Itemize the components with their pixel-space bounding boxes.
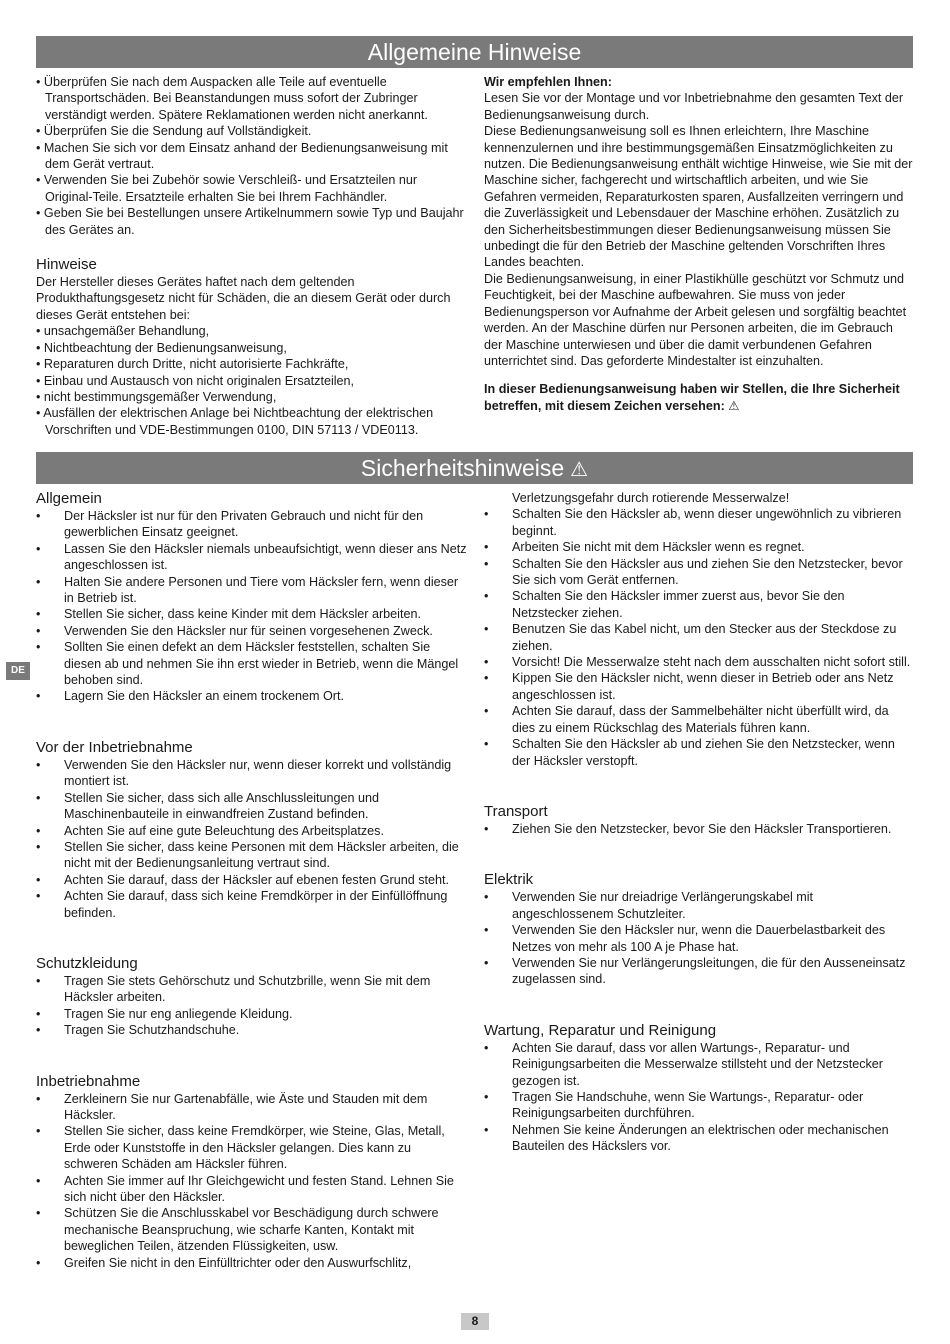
general-bullet: • Verwenden Sie bei Zubehör sowie Verschleiß- und Ersatzteilen nur Original-Teile. Ersatzteile erhalten Sie bei Ihrem Fachhändler. (36, 173, 418, 204)
vor-inbetriebnahme-list (36, 757, 468, 921)
hinweise-bullet: • Ausfällen der elektrischen Anlage bei Nichtbeachtung der elektrischen Vorschriften und VDE-Bestimmungen 0100, DIN 57113 / VDE0113. (36, 406, 434, 437)
safety-notice (484, 381, 914, 414)
list-item: • Verwenden Sie nur Verlängerungsleitungen, die für den Ausseneinsatz zugelassen sind. (484, 955, 914, 988)
wartung-heading: Wartung, Reparatur und Reinigung (484, 1021, 717, 1039)
general-right-column (484, 74, 914, 414)
schutzkleidung-heading: Schutzkleidung (36, 954, 138, 972)
list-item: • Nehmen Sie keine Änderungen an elektrischen oder mechanischen Bauteilen des Häckslers vor. (484, 1122, 914, 1155)
list-item: • Stellen Sie sicher, dass sich alle Anschlussleitungen und Maschinenbauteile in einwandfreien Zustand befinden. (36, 790, 468, 823)
list-item: • Halten Sie andere Personen und Tiere vom Häcksler fern, wenn dieser in Betrieb ist. (36, 574, 468, 607)
list-item: • Schalten Sie den Häcksler ab und ziehen Sie den Netzstecker, wenn der Häcksler verstopft. (484, 736, 914, 769)
general-bullet: • Überprüfen Sie die Sendung auf Vollständigkeit. (36, 124, 312, 139)
recommend-heading: Wir empfehlen Ihnen: (484, 75, 612, 89)
safety-title: Sicherheitshinweise (360, 455, 565, 481)
elektrik-list (484, 889, 914, 987)
list-item: • Sollten Sie einen defekt an dem Häcksler feststellen, schalten Sie diesen ab und nehmen Sie ihn erst wieder in Betrieb, wenn die Mängel behoben sind. (36, 639, 468, 688)
safety-notice-text: In dieser Bedienungsanweisung haben wir Stellen, die Ihre Sicherheit betreffen, mit diesem Zeichen versehen: (484, 382, 900, 413)
list-item: • Arbeiten Sie nicht mit dem Häcksler wenn es regnet. (484, 539, 914, 555)
list-item: • Verwenden Sie den Häcksler nur, wenn die Dauerbelastbarkeit des Netzes von mehr als 100 A je Phase hat. (484, 922, 914, 955)
hinweise-bullet: • unsachgemäßer Behandlung, (36, 324, 210, 339)
transport-heading: Transport (484, 802, 548, 820)
list-item: • Achten Sie auf eine gute Beleuchtung des Arbeitsplatzes. (36, 823, 468, 839)
list-item: • Zerkleinern Sie nur Gartenabfälle, wie Äste und Stauden mit dem Häcksler. (36, 1091, 468, 1124)
list-item: • Verwenden Sie nur dreiadrige Verlängerungskabel mit angeschlossenem Schutzleiter. (484, 889, 914, 922)
general-bullets (36, 74, 468, 238)
list-item: • Stellen Sie sicher, dass keine Personen mit dem Häcksler arbeiten, die nicht mit der Bedienungsanleitung vertraut sind. (36, 839, 468, 872)
hinweise-bullet: • Nichtbeachtung der Bedienungsanweisung, (36, 340, 287, 355)
list-item: • Tragen Sie stets Gehörschutz und Schutzbrille, wenn Sie mit dem Häcksler arbeiten. (36, 973, 468, 1006)
allgemein-heading: Allgemein (36, 490, 102, 507)
warning-triangle-icon: ⚠ (728, 398, 740, 413)
list-item: • Benutzen Sie das Kabel nicht, um den Stecker aus der Steckdose zu ziehen. (484, 621, 914, 654)
list-item: • Lassen Sie den Häcksler niemals unbeaufsichtigt, wenn dieser ans Netz angeschlossen ist. (36, 541, 468, 574)
safety-left-column (36, 490, 468, 1271)
list-item: • Ziehen Sie den Netzstecker, bevor Sie den Häcksler Transportieren. (484, 821, 914, 837)
language-tab: DE (6, 662, 30, 680)
transport-list (484, 821, 914, 837)
recommend-paragraph: Lesen Sie vor der Montage und vor Inbetriebnahme den gesamten Text der Bedienungsanweisung durch. (484, 91, 904, 122)
continuation-text: Verletzungsgefahr durch rotierende Messerwalze! (512, 491, 790, 505)
continuation-list (484, 506, 914, 769)
allgemein-list (36, 508, 468, 705)
list-item: • Achten Sie darauf, dass vor allen Wartungs-, Reparatur- und Reinigungsarbeiten die Messerwalze stillsteht und der Netzstecker gezogen ist. (484, 1040, 914, 1089)
schutzkleidung-list (36, 973, 468, 1039)
list-item: • Stellen Sie sicher, dass keine Fremdkörper, wie Steine, Glas, Metall, Erde oder Kunststoffe in den Häcksler gelangen. Dies kann zu schweren Schäden am Häcksler führen. (36, 1123, 468, 1172)
general-bullet: • Geben Sie bei Bestellungen unsere Artikelnummern sowie Typ und Baujahr des Gerätes an. (36, 206, 464, 237)
list-item: • Verwenden Sie den Häcksler nur, wenn dieser korrekt und vollständig montiert ist. (36, 757, 468, 790)
hinweise-bullet: • Einbau und Austausch von nicht originalen Ersatzteilen, (36, 373, 355, 388)
recommend-paragraph: Diese Bedienungsanweisung soll es Ihnen erleichtern, Ihre Maschine kennenzulernen und ihre bestimmungsgemäßen Einsatzmöglichkeiten zu nutzen. Die Bedienungsanweisung enthält wichtige Hinweise, wie Sie mit der Maschine sicher, fachgerecht und wirtschaftlich arbeiten, und wie Sie Gefahren vermeiden, Reparaturkosten sparen, Ausfallzeiten verringern und die Zuverlässigkeit und Lebensdauer der Maschine erhöhen. Zusätzlich zu den Sicherheitsbestimmungen dieser Bedienungsanweisung müssen Sie unbedingt die für den Betrieb der Maschine geltenden Vorschriften Ihres Landes beachten. (484, 124, 913, 270)
list-item: • Schützen Sie die Anschlusskabel vor Beschädigung durch schwere mechanische Beanspruchung, wie scharfe Kanten, Kontakt mit beweglichen Teilen, ätzenden Flüssigkeiten, usw. (36, 1205, 468, 1254)
list-item: • Schalten Sie den Häcksler aus und ziehen Sie den Netzstecker, bevor Sie sich vom Gerät entfernen. (484, 556, 914, 589)
list-item: • Schalten Sie den Häcksler immer zuerst aus, bevor Sie den Netzstecker ziehen. (484, 588, 914, 621)
list-item: • Verwenden Sie den Häcksler nur für seinen vorgesehenen Zweck. (36, 623, 468, 639)
list-item: • Tragen Sie nur eng anliegende Kleidung. (36, 1006, 468, 1022)
list-item: • Vorsicht! Die Messerwalze steht nach dem ausschalten nicht sofort still. (484, 654, 914, 670)
list-item: • Der Häcksler ist nur für den Privaten Gebrauch und nicht für den gewerblichen Einsatz geeignet. (36, 508, 468, 541)
safety-banner (36, 452, 913, 484)
general-left-column (36, 74, 468, 438)
hinweise-heading: Hinweise (36, 256, 97, 274)
general-bullet: • Überprüfen Sie nach dem Auspacken alle Teile auf eventuelle Transportschäden. Bei Beanstandungen muss sofort der Zubringer verständigt werden. Spätere Reklamationen werden nicht anerkannt. (36, 75, 428, 122)
page-number: 8 (461, 1313, 489, 1330)
list-item: • Greifen Sie nicht in den Einfülltrichter oder den Auswurfschlitz, (36, 1255, 468, 1271)
general-banner (36, 36, 913, 68)
wartung-list (484, 1040, 914, 1155)
general-bullet: • Machen Sie sich vor dem Einsatz anhand der Bedienungsanweisung mit dem Gerät vertraut. (36, 140, 448, 172)
list-item: • Kippen Sie den Häcksler nicht, wenn dieser in Betrieb oder ans Netz angeschlossen ist. (484, 670, 914, 703)
list-item: • Lagern Sie den Häcksler an einem trockenem Ort. (36, 688, 468, 704)
list-item: • Achten Sie darauf, dass der Häcksler auf ebenen festen Grund steht. (36, 872, 468, 888)
list-item: • Achten Sie immer auf Ihr Gleichgewicht und festen Stand. Lehnen Sie sich nicht über den Häcksler. (36, 1173, 468, 1206)
vor-inbetriebnahme-heading: Vor der Inbetriebnahme (36, 738, 193, 756)
elektrik-heading: Elektrik (484, 871, 534, 889)
hinweise-bullet: • nicht bestimmungsgemäßer Verwendung, (36, 389, 277, 404)
safety-right-column (484, 490, 914, 1155)
hinweise-text: Der Hersteller dieses Gerätes haftet nach dem geltenden Produkthaftungsgesetz nicht für Schäden, die an diesem Gerät oder durch dieses Gerät entstehen bei: (36, 275, 451, 322)
list-item: • Schalten Sie den Häcksler ab, wenn dieser ungewöhnlich zu vibrieren beginnt. (484, 506, 914, 539)
list-item: • Tragen Sie Schutzhandschuhe. (36, 1022, 468, 1038)
recommend-paragraph: Die Bedienungsanweisung, in einer Plastikhülle geschützt vor Schmutz und Feuchtigkeit, bei der Maschine aufbewahren. Sie muss von jeder Bedienungsperson vor Aufnahme der Arbeit gelesen und sorgfältig beachtet werden. An der Maschine dürfen nur Personen arbeiten, die im Gebrauch der Maschine unterwiesen und über die damit verbundenen Gefahren unterrichtet sind. Das geforderte Mindestalter ist einzuhalten. (484, 271, 907, 368)
warning-triangle-icon: ⚠ (570, 459, 589, 481)
list-item: • Stellen Sie sicher, dass keine Kinder mit dem Häcksler arbeiten. (36, 606, 468, 622)
inbetriebnahme-list (36, 1091, 468, 1271)
general-title: Allgemeine Hinweise (367, 39, 582, 65)
hinweise-bullet: • Reparaturen durch Dritte, nicht autorisierte Fachkräfte, (36, 357, 349, 372)
list-item: • Tragen Sie Handschuhe, wenn Sie Wartungs-, Reparatur- oder Reinigungsarbeiten durchführen. (484, 1089, 914, 1122)
list-item: • Achten Sie darauf, dass sich keine Fremdkörper in der Einfüllöffnung befinden. (36, 888, 468, 921)
list-item: • Achten Sie darauf, dass der Sammelbehälter nicht überfüllt wird, da dies zu einem Rückschlag des Materials führen kann. (484, 703, 914, 736)
inbetriebnahme-heading: Inbetriebnahme (36, 1072, 141, 1090)
